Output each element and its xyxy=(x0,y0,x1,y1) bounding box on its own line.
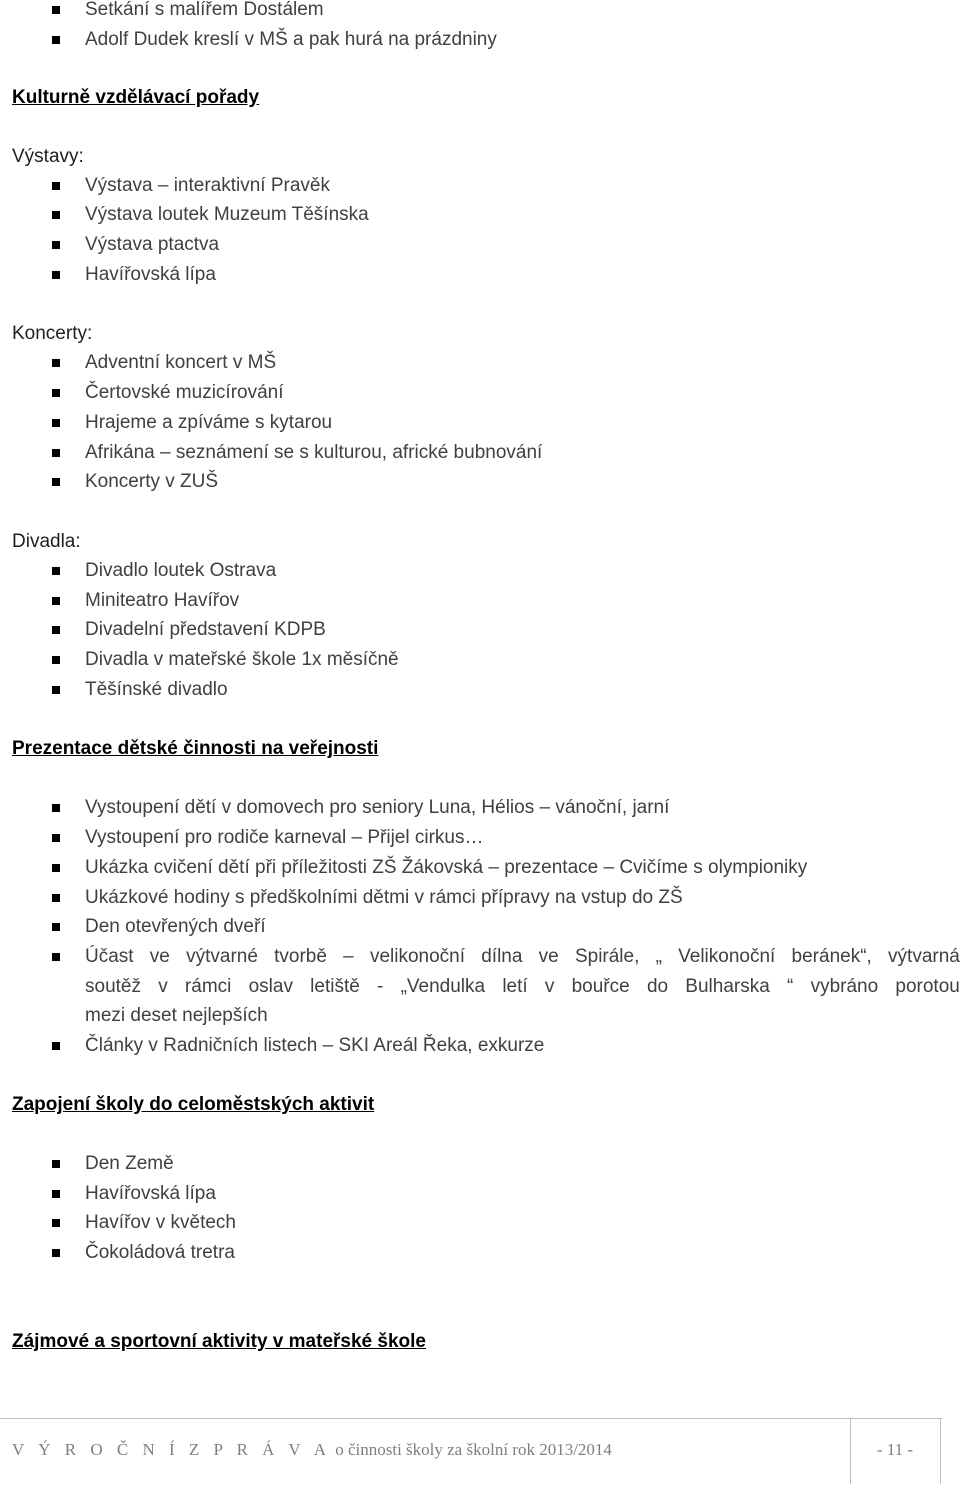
square-bullet-icon xyxy=(52,804,60,812)
list-item-text: Hrajeme a zpíváme s kytarou xyxy=(85,412,333,433)
list-item-text: Divadla v mateřské škole 1x měsíčně xyxy=(85,649,399,670)
list-item xyxy=(0,348,960,378)
word: vybráno xyxy=(810,976,879,997)
square-bullet-icon xyxy=(52,1249,60,1257)
word: letí xyxy=(502,976,528,997)
word: dílna xyxy=(481,946,523,967)
word: Bulharska xyxy=(685,976,770,997)
list-item-text: Ukázkové hodiny s předškolními dětmi v rámci přípravy na vstup do ZŠ xyxy=(85,887,683,908)
square-bullet-icon xyxy=(52,1219,60,1227)
page-footer xyxy=(0,1418,942,1484)
list-item xyxy=(0,438,960,468)
word: do xyxy=(646,976,669,997)
square-bullet-icon xyxy=(52,686,60,694)
word: „ xyxy=(655,946,662,967)
list-item-text: Čertovské muzicírování xyxy=(85,382,284,403)
list-item xyxy=(0,1208,960,1238)
list-item-text: Havířovská lípa xyxy=(85,1183,216,1204)
list-item-text: Setkání s malířem Dostálem xyxy=(85,0,324,20)
word: oslav xyxy=(248,976,293,997)
list-item-text: Koncerty v ZUŠ xyxy=(85,471,219,492)
list-item-text: Čokoládová tretra xyxy=(85,1242,235,1263)
square-bullet-icon xyxy=(52,656,60,664)
word: rámci xyxy=(184,976,232,997)
page-number: - 11 - xyxy=(876,1440,914,1459)
square-bullet-icon xyxy=(52,36,60,44)
list-item xyxy=(0,408,960,438)
list-item-text: Afrikána – seznámení se s kulturou, africké bubnování xyxy=(85,442,543,463)
square-bullet-icon xyxy=(52,626,60,634)
list-item xyxy=(0,645,960,675)
square-bullet-icon xyxy=(52,449,60,457)
square-bullet-icon xyxy=(52,359,60,367)
word: ve xyxy=(538,946,559,967)
list-item-text: Těšínské divadlo xyxy=(85,679,228,700)
square-bullet-icon xyxy=(52,953,60,961)
list-item-text: Divadelní představení KDPB xyxy=(85,619,326,640)
list-item-text: Výstava ptactva xyxy=(85,234,220,255)
list-item xyxy=(0,853,960,883)
list-item-text: Výstava loutek Muzeum Těšínska xyxy=(85,204,369,225)
square-bullet-icon xyxy=(52,211,60,219)
list-item xyxy=(0,1031,960,1061)
list-item-text: Den Země xyxy=(85,1153,174,1174)
square-bullet-icon xyxy=(52,1160,60,1168)
list-item xyxy=(0,793,960,823)
list-item xyxy=(0,171,960,201)
subsection-label-koncerty: Koncerty: xyxy=(12,323,93,344)
word: „Vendulka xyxy=(400,976,486,997)
word: výtvarné xyxy=(186,946,258,967)
list-item xyxy=(0,586,960,616)
word: tvorbě xyxy=(274,946,327,967)
footer-divider xyxy=(0,1418,942,1419)
word: Spirále, xyxy=(574,946,640,967)
list-item-text-line-2 xyxy=(85,972,960,1002)
square-bullet-icon xyxy=(52,6,60,14)
list-item xyxy=(0,25,960,55)
word: Účast xyxy=(85,946,134,967)
list-item xyxy=(0,200,960,230)
list-item xyxy=(0,467,960,497)
list-item-text: Výstava – interaktivní Pravěk xyxy=(85,175,330,196)
list-item xyxy=(0,823,960,853)
list-item xyxy=(0,1179,960,1209)
list-item-text: Divadlo loutek Ostrava xyxy=(85,560,277,581)
word: - xyxy=(377,976,384,997)
list-item xyxy=(0,260,960,290)
footer-title-caps: V Ý R O Č N Í Z P R Á V A xyxy=(12,1440,331,1459)
list-item-text-line-3: mezi deset nejlepších xyxy=(85,1005,268,1026)
square-bullet-icon xyxy=(52,834,60,842)
square-bullet-icon xyxy=(52,241,60,249)
word: Velikonoční xyxy=(678,946,776,967)
section-heading-zajmove: Zájmové a sportovní aktivity v mateřské škole xyxy=(12,1331,426,1352)
word: beránek“, xyxy=(791,946,872,967)
list-item-text: Články v Radničních listech – SKI Areál Řeka, exkurze xyxy=(85,1035,545,1056)
word: porotou xyxy=(895,976,960,997)
square-bullet-icon xyxy=(52,1190,60,1198)
section-heading-kulturni: Kulturně vzdělávací pořady xyxy=(12,87,260,108)
list-item xyxy=(0,230,960,260)
list-item xyxy=(0,615,960,645)
word: velikonoční xyxy=(369,946,466,967)
square-bullet-icon xyxy=(52,597,60,605)
square-bullet-icon xyxy=(52,182,60,190)
list-item xyxy=(0,1238,960,1268)
subsection-label-divadla: Divadla: xyxy=(12,531,81,552)
square-bullet-icon xyxy=(52,271,60,279)
list-item-text: Miniteatro Havířov xyxy=(85,590,240,611)
word: ve xyxy=(149,946,170,967)
word: – xyxy=(343,946,354,967)
list-item-text: Havířov v květech xyxy=(85,1212,236,1233)
footer-title xyxy=(12,1440,612,1460)
list-item-text-line-1 xyxy=(85,942,960,972)
word: v xyxy=(158,976,168,997)
square-bullet-icon xyxy=(52,1042,60,1050)
square-bullet-icon xyxy=(52,478,60,486)
footer-divider xyxy=(940,1418,941,1484)
square-bullet-icon xyxy=(52,389,60,397)
square-bullet-icon xyxy=(52,567,60,575)
list-item-text: Adventní koncert v MŠ xyxy=(85,352,277,373)
footer-title-rest: o činnosti školy za školní rok 2013/2014 xyxy=(335,1440,612,1459)
square-bullet-icon xyxy=(52,894,60,902)
list-item-text: Havířovská lípa xyxy=(85,264,216,285)
list-item-text: Ukázka cvičení dětí při příležitosti ZŠ Žákovská – prezentace – Cvičíme s olympioniky xyxy=(85,857,808,878)
section-heading-zapojeni: Zapojení školy do celoměstských aktivit xyxy=(12,1094,375,1115)
list-item xyxy=(0,0,960,25)
word: letiště xyxy=(310,976,360,997)
subsection-label-vystavy: Výstavy: xyxy=(12,146,84,167)
list-item-text: Vystoupení dětí v domovech pro seniory Luna, Hélios – vánoční, jarní xyxy=(85,797,670,818)
word: soutěž xyxy=(85,976,141,997)
list-item xyxy=(0,556,960,586)
word: “ xyxy=(787,976,794,997)
section-heading-prezentace: Prezentace dětské činnosti na veřejnosti xyxy=(12,738,379,759)
square-bullet-icon xyxy=(52,864,60,872)
word: výtvarná xyxy=(888,946,960,967)
list-item xyxy=(0,378,960,408)
list-item xyxy=(0,912,960,942)
word: v xyxy=(544,976,555,997)
square-bullet-icon xyxy=(52,419,60,427)
list-item xyxy=(0,883,960,913)
square-bullet-icon xyxy=(52,923,60,931)
list-item-text: Den otevřených dveří xyxy=(85,916,266,937)
list-item xyxy=(0,1149,960,1179)
list-item-multiline xyxy=(0,942,960,972)
list-item-text: Adolf Dudek kreslí v MŠ a pak hurá na prázdniny xyxy=(85,29,497,50)
list-item-text: Vystoupení pro rodiče karneval – Přijel cirkus… xyxy=(85,827,484,848)
list-item xyxy=(0,675,960,705)
word: bouřce xyxy=(571,976,630,997)
